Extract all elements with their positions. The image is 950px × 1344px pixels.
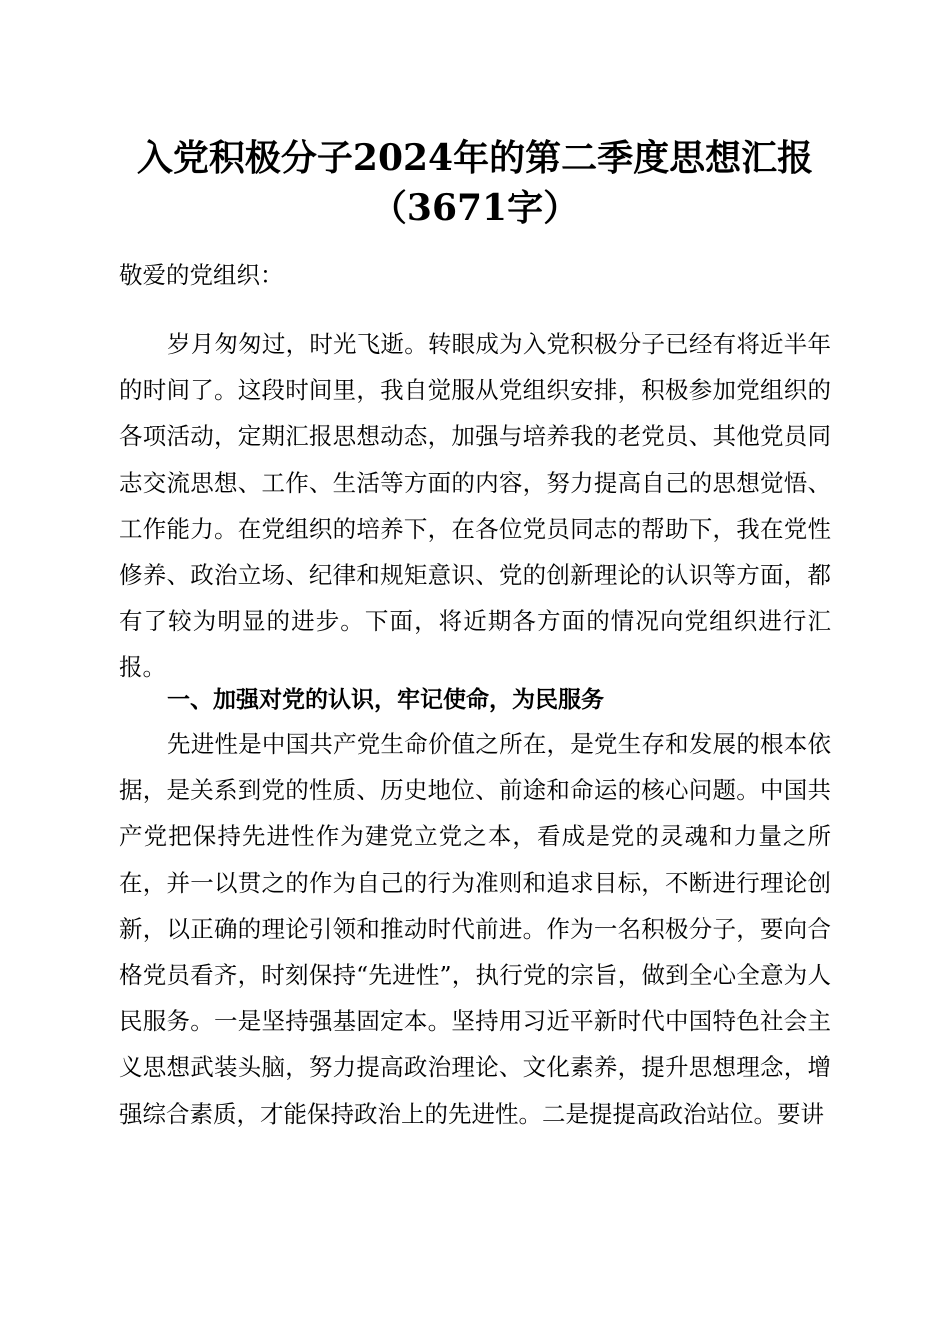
document-title: 入党积极分子2024年的第二季度思想汇报 — [136, 137, 814, 179]
paragraph-section-1: 先进性是中国共产党生命价值之所在，是党生存和发展的根本依据，是关系到党的性质、历史地位、前途和命运的核心问题。中国共产党把保持先进性作为建党立党之本，看成是党的灵魂和力量之所在，并一以贯之的作为自己的行为准则和追求目标，不断进行理论创新，以正确的理论引领和推动时代前进。作为一名积极分子，要向合格党员看齐，时刻保持“先进性”，执行党的宗旨，做到全心全意为人民服务。一是坚持强基固定本。坚持用习近平新时代中国特色社会主义思想武装头脑，努力提高政治理论、文化素养，提升思想理念，增强综合素质，才能保持政治上的先进性。二是提提高政治站位。要讲 — [119, 730, 831, 1128]
document-title-word-count: （3671字） — [370, 187, 580, 229]
paragraph-intro: 岁月匆匆过，时光飞逝。转眼成为入党积极分子已经有将近半年的时间了。这段时间里，我自觉服从党组织安排，积极参加党组织的各项活动，定期汇报思想动态，加强与培养我的老党员、其他党员同志交流思想、工作、生活等方面的内容，努力提高自己的思想觉悟、工作能力。在党组织的培养下，在各位党员同志的帮助下，我在党性修养、政治立场、纪律和规矩意识、党的创新理论的认识等方面，都有了较为明显的进步。下面，将近期各方面的情况向党组织进行汇报。 — [119, 330, 831, 682]
section-heading-1: 一、加强对党的认识，牢记使命，为民服务 — [167, 687, 604, 713]
salutation: 敬爱的党组织： — [119, 261, 284, 289]
